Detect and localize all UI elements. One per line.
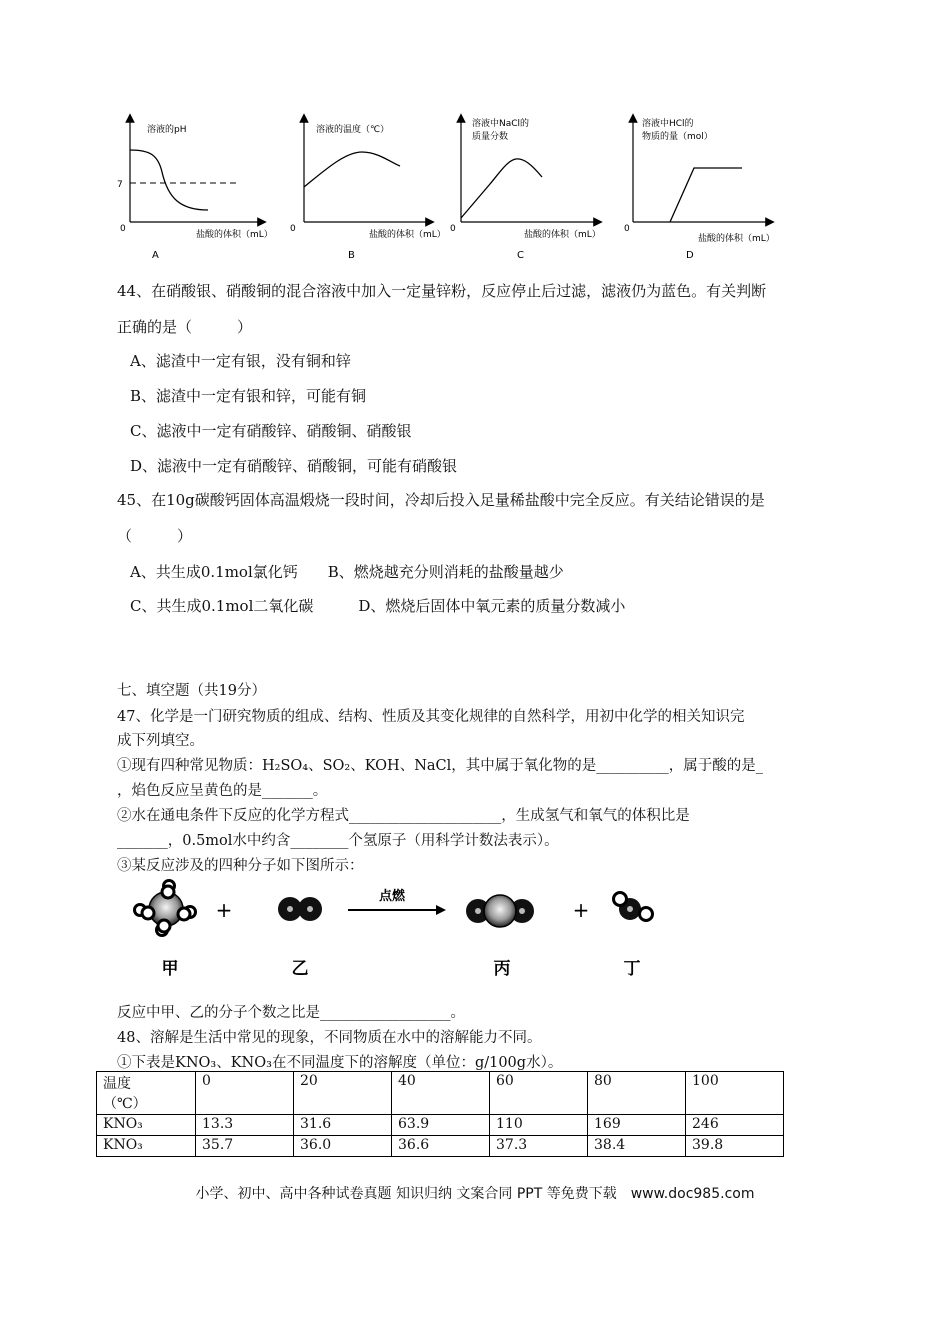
graph-d-ylabel2: 物质的量（mol） [642, 132, 713, 142]
curve-a [130, 150, 208, 210]
page-footer: 小学、初中、高中各种试卷真题 知识归纳 文案合同 PPT 等免费下载 www.doc985.com [195, 1186, 755, 1202]
q44-option-c: C、滤液中一定有硝酸锌、硝酸铜、硝酸银 [130, 422, 412, 440]
section-title: 七、填空题（共19分） [117, 683, 266, 699]
molecule-jia [135, 881, 196, 936]
table-cell: 35.7 [196, 1136, 294, 1157]
q45-row2: C、共生成0.1mol二氧化碳 D、燃烧后固体中氧元素的质量分数减小 [130, 597, 626, 615]
graph-c-ylabel2: 质量分数 [472, 132, 509, 142]
table-row [97, 1115, 784, 1136]
molecule-yi [278, 897, 322, 921]
table-cell: 169 [588, 1115, 686, 1136]
table-cell: 36.6 [392, 1136, 490, 1157]
plus-2: + [572, 898, 590, 922]
graph-c-origin: 0 [450, 224, 456, 234]
graph-b-origin: 0 [290, 224, 296, 234]
label-yi: 乙 [291, 959, 309, 979]
label-ding: 丁 [623, 959, 641, 979]
solubility-table [96, 1071, 784, 1157]
graph-a-xlabel: 盐酸的体积（mL） [196, 230, 273, 240]
graph-a-origin: 0 [120, 224, 126, 234]
curve-b [304, 152, 400, 187]
table-cell: KNO₃ [97, 1115, 196, 1136]
graph-d-origin: 0 [624, 224, 630, 234]
graph-b [290, 118, 446, 261]
q44-option-b: B、滤渣中一定有银和锌，可能有铜 [130, 387, 367, 405]
table-cell: KNO₃ [97, 1136, 196, 1157]
q45-line2: （ ） [117, 527, 193, 545]
reaction-arrow [348, 888, 446, 915]
table-cell: 39.8 [686, 1136, 784, 1157]
table-row [97, 1136, 784, 1157]
graph-a [117, 118, 273, 261]
molecule-bing [466, 895, 534, 927]
graph-d-xlabel: 盐酸的体积（mL） [698, 234, 775, 244]
q47-s3: ③某反应涉及的四种分子如下图所示： [117, 858, 364, 874]
table-cell: 37.3 [490, 1136, 588, 1157]
q47-line1: 47、化学是一门研究物质的组成、结构、性质及其变化规律的自然科学，用初中化学的相关知识完 [117, 709, 745, 725]
q44-option-d: D、滤液中一定有硝酸锌、硝酸铜，可能有硝酸银 [130, 457, 458, 475]
table-cell: 246 [686, 1115, 784, 1136]
q47-s2b: _______，0.5mol水中约含________个氢原子（用科学计数法表示）。 [117, 833, 559, 849]
molecule-figure [110, 872, 690, 982]
graph-b-letter: B [348, 250, 355, 261]
table-cell: 110 [490, 1115, 588, 1136]
table-header-cell: 0 [196, 1072, 294, 1115]
label-jia: 甲 [161, 959, 179, 979]
graph-d-letter: D [686, 250, 694, 261]
graph-c-ylabel1: 溶液中NaCl的 [472, 119, 530, 129]
q44-line2: 正确的是（ ） [117, 318, 253, 336]
q47-s2a: ②水在通电条件下反应的化学方程式_____________________，生成氢气和氧气的体积比是 [117, 808, 690, 824]
plus-1: + [215, 898, 233, 922]
table-header-row [97, 1072, 784, 1115]
table-cell: 36.0 [294, 1136, 392, 1157]
q48-line2: ①下表是KNO₃、KNO₃在不同温度下的溶解度（单位：g/100g水）。 [117, 1055, 563, 1071]
curve-c [461, 159, 542, 218]
graph-b-ylabel: 溶液的温度（℃） [316, 125, 390, 135]
q48-line1: 48、溶解是生活中常见的现象，不同物质在水中的溶解能力不同。 [117, 1030, 542, 1046]
graph-c-letter: C [517, 250, 524, 261]
q45-line1: 45、在10g碳酸钙固体高温煅烧一段时间，冷却后投入足量稀盐酸中完全反应。有关结论错误的是 [117, 491, 765, 509]
q47-s1b: ，焰色反应呈黄色的是_______。 [117, 783, 328, 799]
arrow-label: 点燃 [378, 889, 406, 904]
graph-a-letter: A [152, 250, 159, 261]
table-header-cell: 80 [588, 1072, 686, 1115]
q47-line2: 成下列填空。 [117, 733, 204, 749]
table-header-cell: 100 [686, 1072, 784, 1115]
table-header-cell: 60 [490, 1072, 588, 1115]
table-header-cell: 20 [294, 1072, 392, 1115]
table-header-cell: 温度 （℃） [97, 1072, 196, 1115]
graph-c-xlabel: 盐酸的体积（mL） [524, 230, 601, 240]
graph-c [450, 117, 601, 261]
graph-d [624, 117, 775, 261]
q44-option-a: A、滤渣中一定有银，没有铜和锌 [130, 352, 351, 370]
table-cell: 63.9 [392, 1115, 490, 1136]
graph-a-ylabel: 溶液的pH [147, 125, 187, 135]
q47-ratio: 反应中甲、乙的分子个数之比是__________________。 [117, 1005, 465, 1021]
graph-a-ref: 7 [117, 180, 123, 190]
graph-d-ylabel1: 溶液中HCl的 [642, 119, 694, 129]
table-cell: 13.3 [196, 1115, 294, 1136]
q44-line1: 44、在硝酸银、硝酸铜的混合溶液中加入一定量锌粉，反应停止后过滤，滤液仍为蓝色。有关判断 [117, 282, 767, 300]
table-cell: 38.4 [588, 1136, 686, 1157]
molecule-ding [614, 893, 653, 921]
table-cell: 31.6 [294, 1115, 392, 1136]
q47-s1a: ①现有四种常见物质：H₂SO₄、SO₂、KOH、NaCl，其中属于氧化物的是__________，属于酸的是_ [117, 758, 764, 774]
label-bing: 丙 [493, 959, 511, 979]
graph-b-xlabel: 盐酸的体积（mL） [369, 230, 446, 240]
curve-d [670, 168, 742, 222]
graphs-figure [0, 100, 950, 270]
q45-row1: A、共生成0.1mol氯化钙 B、燃烧越充分则消耗的盐酸量越少 [130, 563, 564, 581]
table-header-cell: 40 [392, 1072, 490, 1115]
